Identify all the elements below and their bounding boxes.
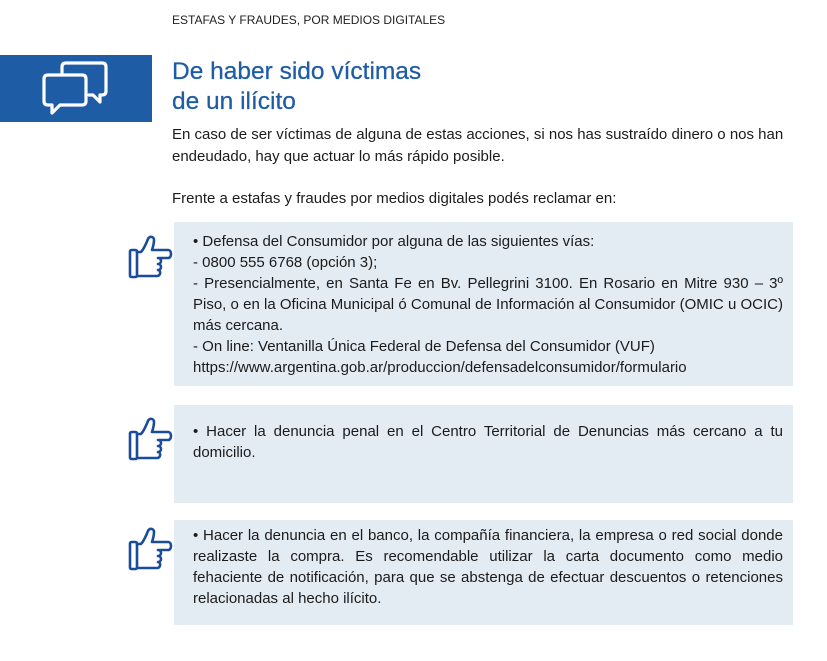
option-bullet-text: • Hacer la denuncia en el banco, la compañía financiera, la empresa o red social donde realizaste la compra. Es recomendable utilizar la carta documento como medio fehaciente de notificación, para que se abstenga de efectuar descuentos o retenciones relacionadas al hecho ilícito. (193, 527, 783, 607)
intro-paragraph: En caso de ser víctimas de alguna de estas acciones, si nos has sustraído dinero o nos han endeudado, hay que actuar lo más rápido posible. (172, 126, 784, 165)
intro-text (172, 124, 792, 210)
option-box (174, 405, 793, 503)
option-box (174, 520, 793, 625)
claim-options-list (127, 222, 793, 625)
option-in-person-line: - Presencialmente, en Santa Fe en Bv. Pellegrini 3100. En Rosario en Mitre 930 – 3º Piso, o en la Oficina Municipal ó Comunal de Información al Consumidor (OMIC u OCIC) más cercana. (193, 275, 783, 334)
claim-option-criminal-complaint (127, 405, 793, 503)
page-title-line-2: de un ilícito (172, 88, 296, 115)
chat-bubbles-icon (42, 61, 108, 117)
title-banner (0, 55, 152, 122)
pointing-hand-icon (127, 526, 173, 572)
claim-option-bank-complaint (127, 520, 793, 625)
option-bullet-text: • Hacer la denuncia penal en el Centro Territorial de Denuncias más cercano a tu domicilio. (193, 423, 783, 461)
option-online-line: - On line: Ventanilla Única Federal de Defensa del Consumidor (VUF) (193, 338, 655, 355)
page-title (172, 57, 421, 117)
claim-option-consumer-defense (127, 222, 793, 386)
page-title-line-1: De haber sido víctimas (172, 58, 422, 85)
option-box (174, 222, 793, 386)
option-bullet-text: • Defensa del Consumidor por alguna de las siguientes vías: (193, 233, 595, 250)
pointing-hand-icon (127, 416, 173, 462)
option-url: https://www.argentina.gob.ar/produccion/defensadelconsumidor/formulario (193, 359, 687, 376)
option-phone-line: - 0800 555 6768 (opción 3); (193, 254, 378, 271)
section-header: ESTAFAS Y FRAUDES, POR MEDIOS DIGITALES (172, 13, 446, 27)
intro-paragraph: Frente a estafas y fraudes por medios digitales podés reclamar en: (172, 190, 617, 207)
pointing-hand-icon (127, 234, 173, 280)
